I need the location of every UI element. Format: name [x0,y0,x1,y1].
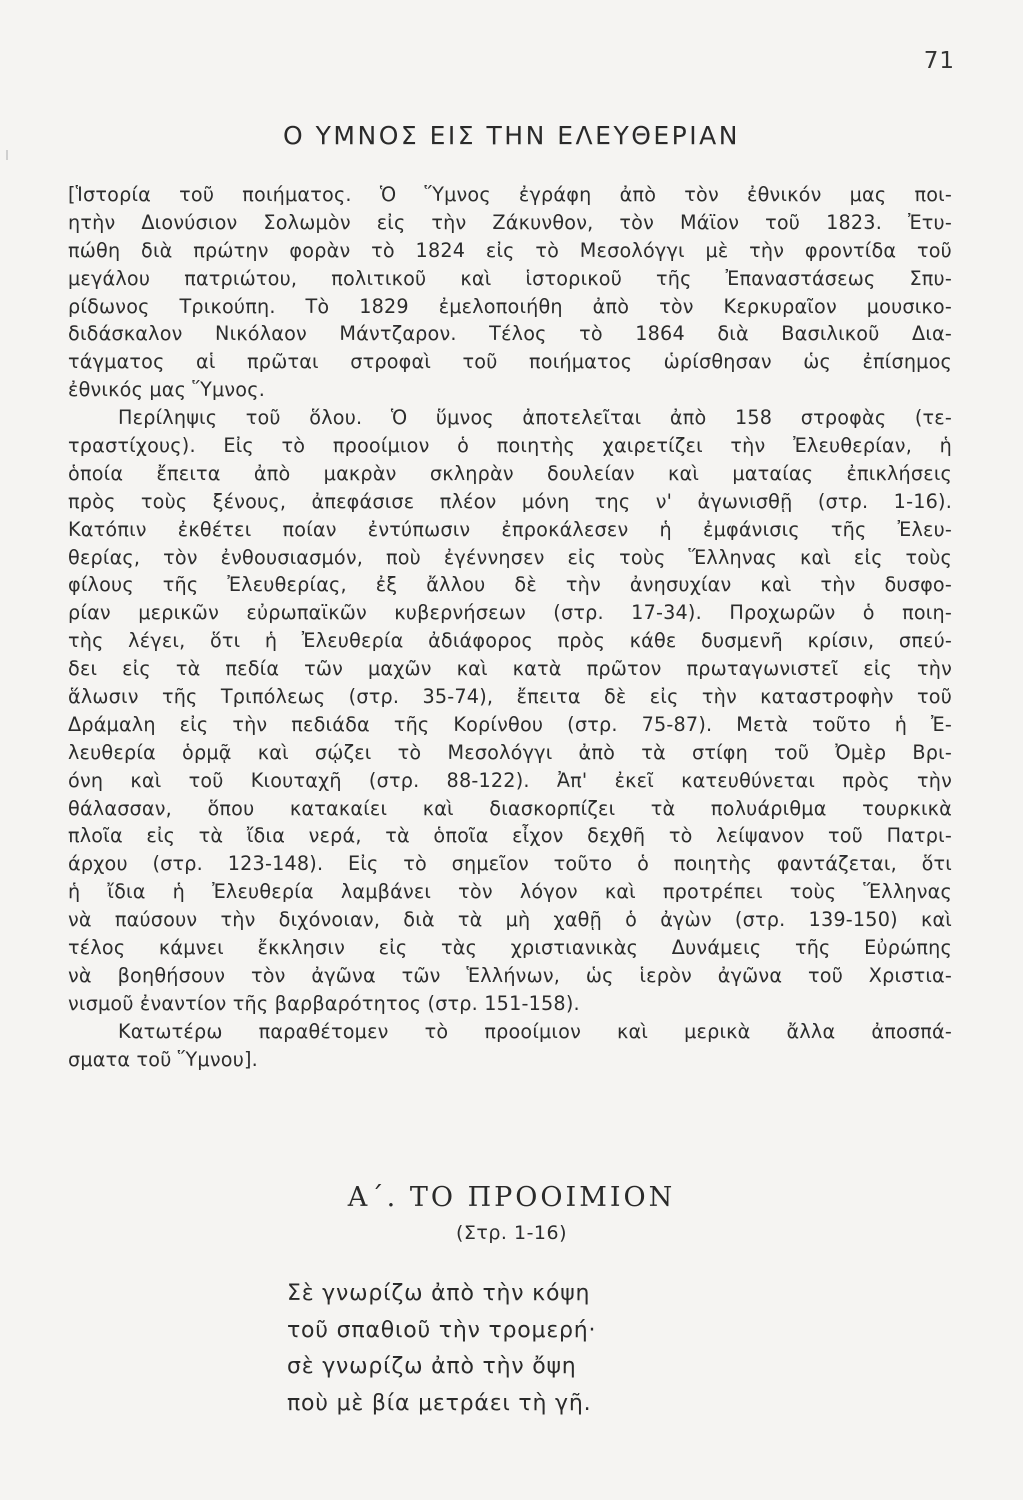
body-line: άρχου (στρ. 123-148). Εἰς τὸ σημεῖον τοῦτο ὁ ποιητὴς φαντάζεται, ὅτι [68,852,952,876]
body-line: όνη καὶ τοῦ Κιουταχῆ (στρ. 88-122). Ἀπ' ἐκεῖ κατευθύνεται πρὸς τὴν [68,768,952,792]
poem-line: Σὲ γνωρίζω ἀπὸ τὴν κόψη [287,1281,591,1306]
body-line: τέλος κάμνει ἔκκλησιν εἰς τὰς χριστιανικὰς Δυνάμεις τῆς Εὐρώπης [68,936,952,960]
poem-line: σὲ γνωρίζω ἀπὸ τὴν ὄψη [287,1354,577,1379]
poem-line: τοῦ σπαθιοῦ τὴν τρομερή· [287,1317,597,1343]
body-line: πώθη διὰ πρώτην φορὰν τὸ 1824 εἰς τὸ Μεσολόγγι μὲ τὴν φροντίδα τοῦ [68,238,952,262]
body-line: λευθερία ὁρμᾷ καὶ σῴζει τὸ Μεσολόγγι ἀπὸ τὰ στίφη τοῦ Ὀμὲρ Βρι- [68,740,952,764]
body-line: φίλους τῆς Ἐλευθερίας, ἐξ ἄλλου δὲ τὴν ἀνησυχίαν καὶ τὴν δυσφο- [68,573,952,597]
page-number: 71 [923,48,955,74]
body-line: τάγματος αἱ πρῶται στροφαὶ τοῦ ποιήματος ὡρίσθησαν ὡς ἐπίσημος [68,350,952,374]
body-line: σματα τοῦ Ὕμνου]. [68,1047,258,1071]
poem-stanza [287,1276,596,1422]
body-line: Κατωτέρω παραθέτομεν τὸ προοίμιον καὶ μερικὰ ἄλλα ἀποσπά- [118,1019,952,1043]
body-line: θερίας, τὸν ἐνθουσιασμόν, ποὺ ἐγέννησεν εἰς τοὺς Ἕλληνας καὶ εἰς τοὺς [68,545,952,569]
body-line: Κατόπιν ἐκθέτει ποίαν ἐντύπωσιν ἐπροκάλεσεν ἡ ἐμφάνισις τῆς Ἐλευ- [68,517,952,541]
body-line: θάλασσαν, ὅπου κατακαίει καὶ διασκορπίζει τὰ πολυάριθμα τουρκικὰ [68,796,952,820]
body-line: Δράμαλη εἰς τὴν πεδιάδα τῆς Κορίνθου (στρ. 75-87). Μετὰ τοῦτο ἡ Ἐ- [68,712,952,736]
scan-speck [6,150,8,160]
poem-line: ποὺ μὲ βία μετράει τὴ γῆ. [287,1390,592,1416]
body-line: νισμοῦ ἐναντίον τῆς βαρβαρότητος (στρ. 151-158). [68,991,580,1015]
body-line: ρίδωνος Τρικούπη. Τὸ 1829 ἐμελοποιήθη ἀπὸ τὸν Κερκυραῖον μουσικο- [68,294,952,318]
section-subtitle: (Στρ. 1-16) [455,1222,568,1244]
body-line: δει εἰς τὰ πεδία τῶν μαχῶν καὶ κατὰ πρῶτον πρωταγωνιστεῖ εἰς τὴν [68,657,952,681]
body-line: μεγάλου πατριώτου, πολιτικοῦ καὶ ἱστορικοῦ τῆς Ἐπαναστάσεως Σπυ- [68,266,952,290]
intro-paragraphs [68,181,952,1074]
body-line: ρίαν μερικῶν εὐρωπαϊκῶν κυβερνήσεων (στρ. 17-34). Προχωρῶν ὁ ποιη- [68,601,952,625]
body-line: ἅλωσιν τῆς Τριπόλεως (στρ. 35-74), ἔπειτα δὲ εἰς τὴν καταστροφὴν τοῦ [68,685,952,709]
body-line: τὴς λέγει, ὅτι ἡ Ἐλευθερία ἀδιάφορος πρὸς κάθε δυσμενῆ κρίσιν, σπεύ- [68,629,952,653]
body-line: διδάσκαλον Νικόλαον Μάντζαρον. Τέλος τὸ 1864 διὰ Βασιλικοῦ Δια- [68,322,952,346]
body-line: νὰ παύσουν τὴν διχόνοιαν, διὰ τὰ μὴ χαθῇ ὁ ἀγὼν (στρ. 139-150) καὶ [68,908,952,932]
body-line: τραστίχους). Εἰς τὸ προοίμιον ὁ ποιητὴς χαιρετίζει τὴν Ἐλευθερίαν, ἡ [68,434,952,458]
page-title: Ο ΥΜΝΟΣ ΕΙΣ ΤΗΝ ΕΛΕΥΘΕΡΙΑΝ [283,121,740,150]
body-line: Περίληψις τοῦ ὅλου. Ὁ ὕμνος ἀποτελεῖται ἀπὸ 158 στροφὰς (τε- [118,406,952,430]
body-line: πρὸς τοὺς ξένους, ἀπεφάσισε πλέον μόνη της ν' ἀγωνισθῇ (στρ. 1-16). [68,489,952,513]
body-line: ητὴν Διονύσιον Σολωμὸν εἰς τὴν Ζάκυνθον, τὸν Μάϊον τοῦ 1823. Ἐτυ- [68,210,952,234]
body-line: ἐθνικός μας Ὕμνος. [68,378,265,402]
section-title: Α΄. ΤΟ ΠΡΟΟΙΜΙΟΝ [347,1182,676,1213]
body-line: [Ἱστορία τοῦ ποιήματος. Ὁ Ὕμνος ἐγράφη ἀπὸ τὸν ἐθνικόν μας ποι- [68,183,952,206]
body-line: πλοῖα εἰς τὰ ἴδια νερά, τὰ ὁποῖα εἶχον δεχθῆ τὸ λείψανον τοῦ Πατρι- [68,824,952,848]
body-line: ἡ ἴδια ἡ Ἐλευθερία λαμβάνει τὸν λόγον καὶ προτρέπει τοὺς Ἕλληνας [68,880,952,904]
body-line: ὁποία ἔπειτα ἀπὸ μακρὰν σκληρὰν δουλείαν καὶ ματαίας ἐπικλήσεις [68,461,952,485]
body-line: νὰ βοηθήσουν τὸν ἀγῶνα τῶν Ἑλλήνων, ὡς ἱερὸν ἀγῶνα τοῦ Χριστια- [68,963,952,987]
